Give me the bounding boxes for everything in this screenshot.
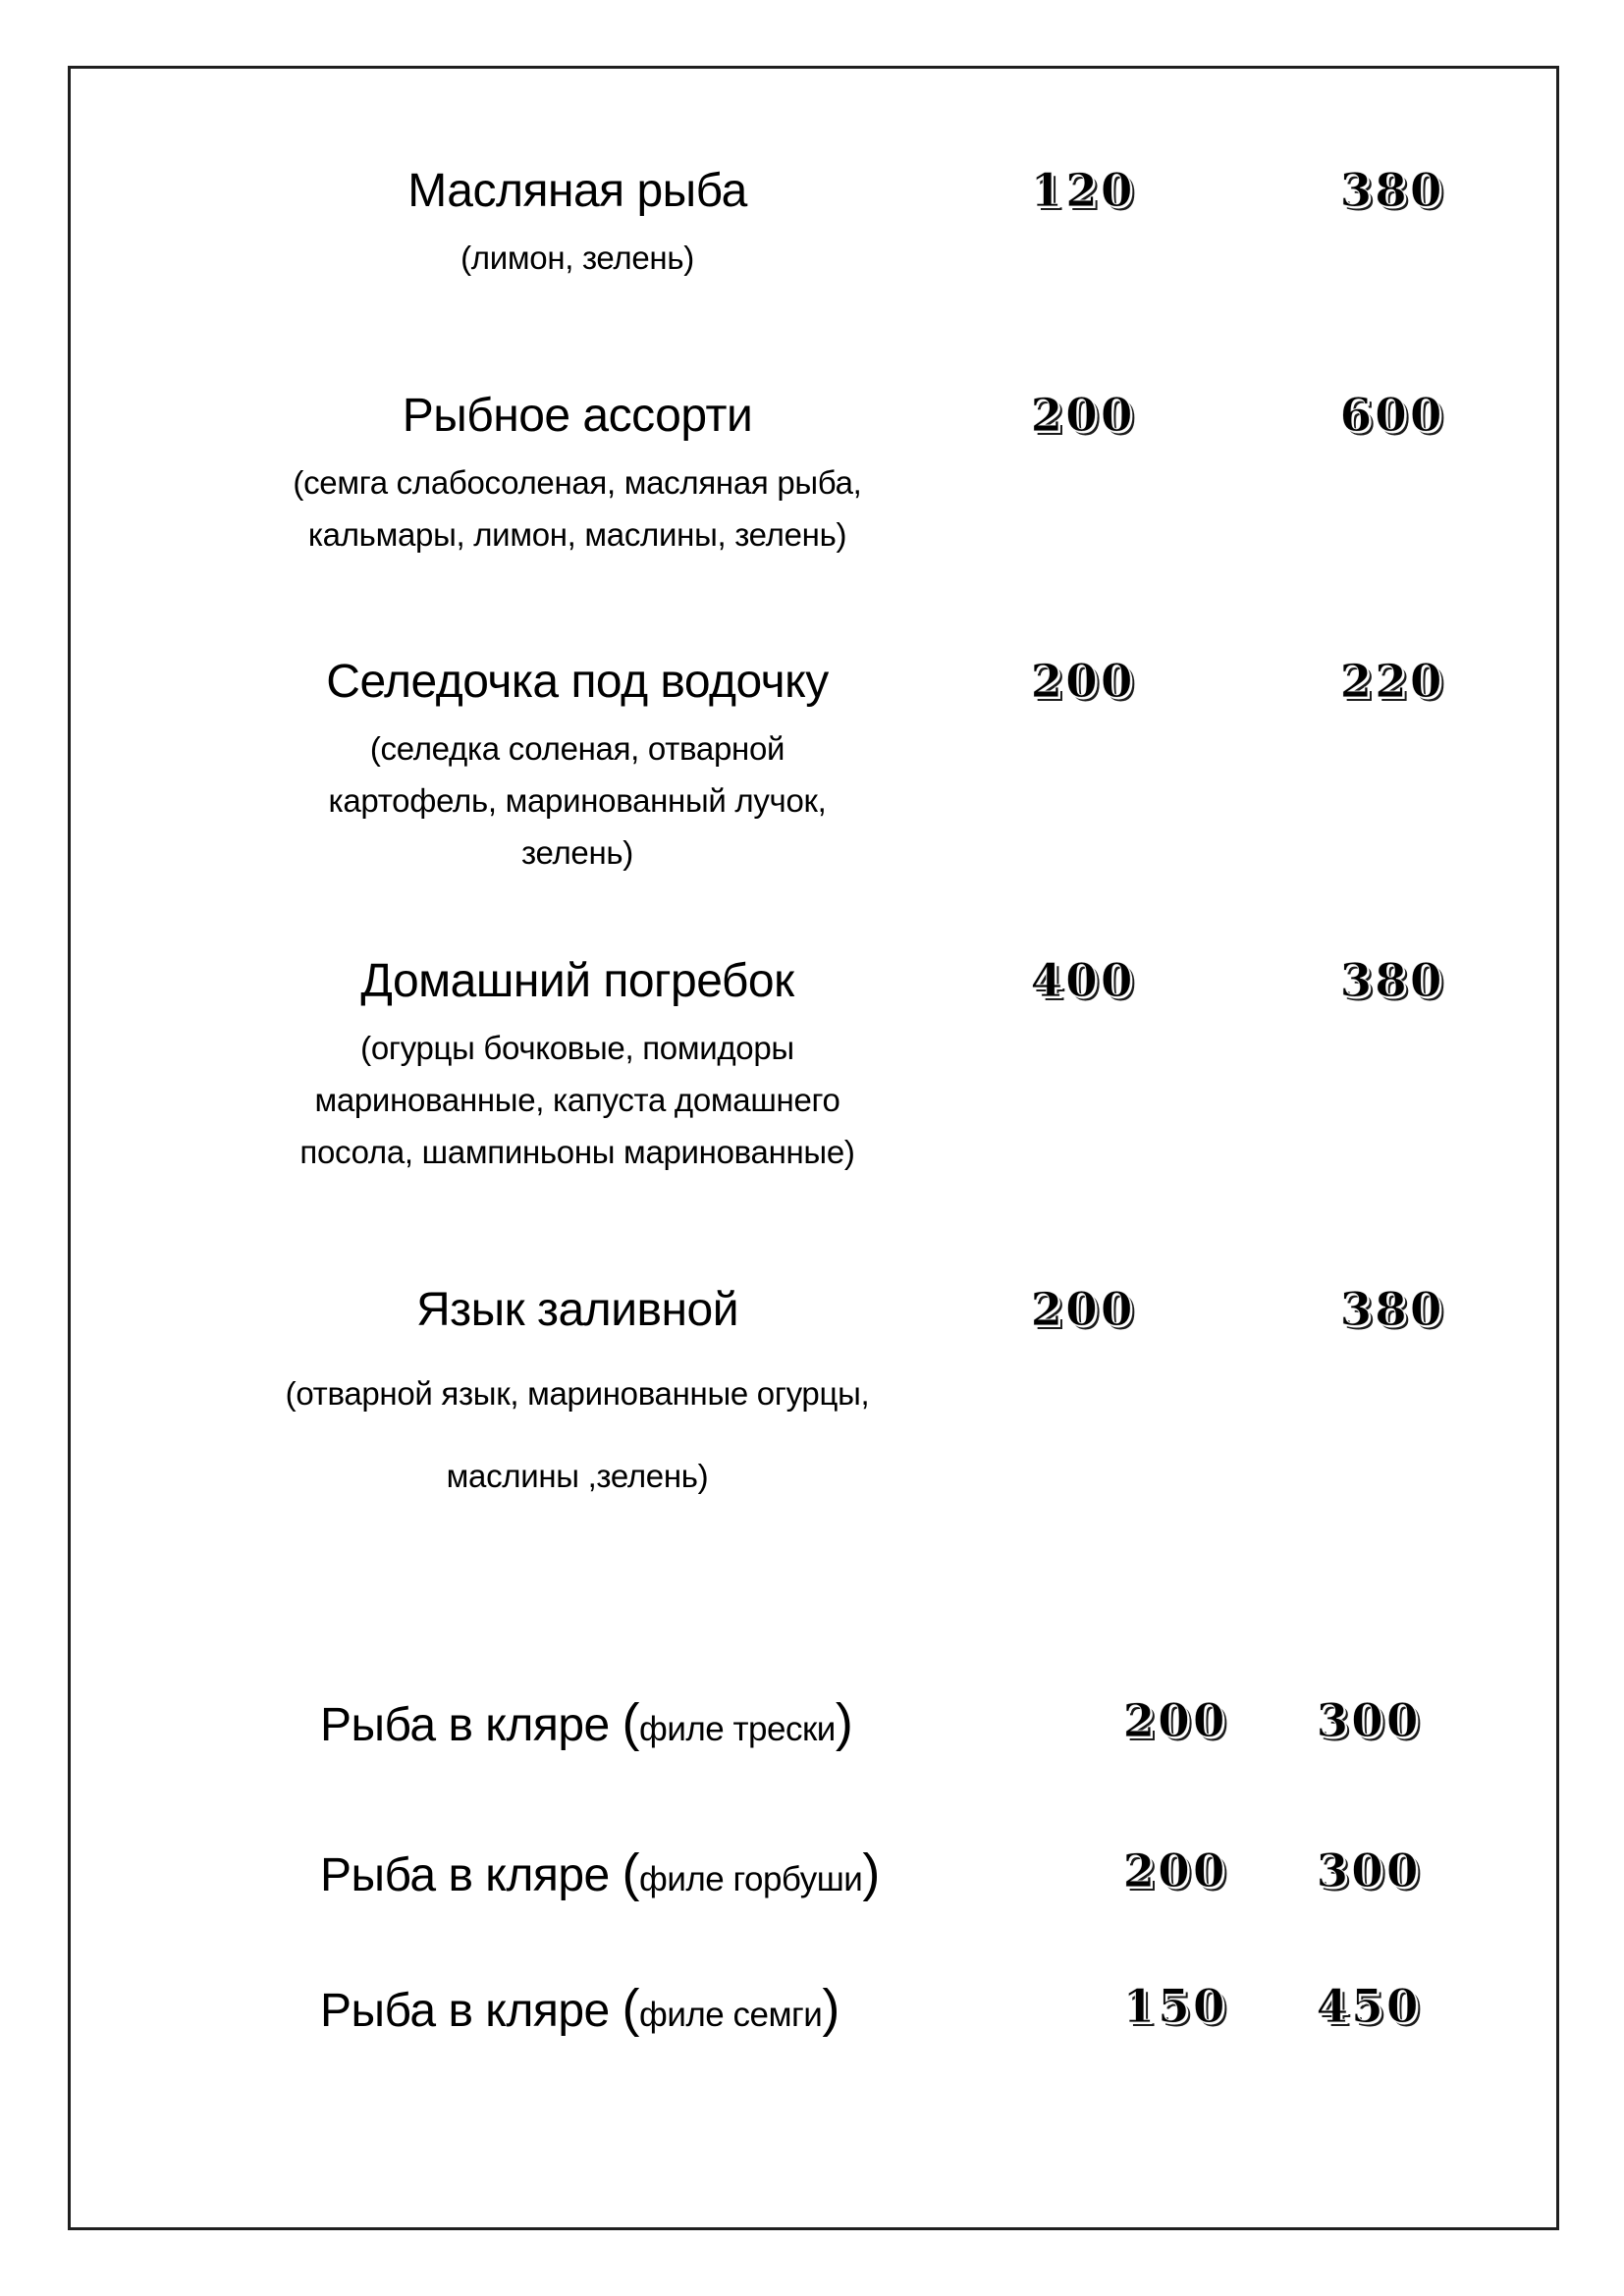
menu-item-yazyk-zalivnoj xyxy=(71,1280,1556,1494)
menu-item-ryba-v-klyare-treska xyxy=(71,1691,1556,1754)
dish-name xyxy=(320,1691,852,1761)
dish-weight: 200 xyxy=(1122,1694,1228,1748)
dish-price: 380 xyxy=(1339,954,1445,1008)
dish-weight: 150 xyxy=(1122,1980,1228,2034)
description-line: (огурцы бочковые, помидоры xyxy=(360,1030,794,1066)
dish-name xyxy=(320,1977,839,2047)
description-line: (селедка соленая, отварной xyxy=(369,730,785,767)
dish-price: 600 xyxy=(1339,389,1445,443)
dish-name xyxy=(320,1842,880,1911)
dish-weight: 200 xyxy=(1030,389,1136,443)
menu-item-seledochka xyxy=(71,652,1556,871)
dish-name-main: Рыба в кляре xyxy=(320,1699,610,1751)
dish-weight: 200 xyxy=(1122,1844,1228,1898)
menu-item-rybnoe-assorti xyxy=(71,386,1556,553)
dish-name: Рыбное ассорти xyxy=(402,390,753,442)
dish-name: Язык заливной xyxy=(415,1284,739,1336)
dish-description xyxy=(71,1012,1084,1178)
dish-name: Домашний погребок xyxy=(360,955,794,1007)
close-paren: ) xyxy=(835,1693,853,1752)
dish-description xyxy=(71,713,1084,879)
description-line: кальмары, лимон, маслины, зелень) xyxy=(307,516,847,553)
dish-name-main: Рыба в кляре xyxy=(320,1985,610,2037)
description-line: (семга слабосоленая, масляная рыба, xyxy=(293,464,862,501)
dish-price: 300 xyxy=(1316,1844,1422,1898)
close-paren: ) xyxy=(862,1843,880,1902)
dish-weight: 120 xyxy=(1030,164,1136,218)
dish-description xyxy=(71,447,1084,561)
description-line: посола, шампиньоны маринованные) xyxy=(299,1134,855,1170)
dish-note: филе семги xyxy=(639,1996,823,2034)
menu-item-domashnij-pogrebok xyxy=(71,951,1556,1170)
dish-note: филе горбуши xyxy=(639,1860,863,1898)
description-line: (лимон, зелень) xyxy=(460,240,694,276)
close-paren: ) xyxy=(822,1979,839,2038)
description-line: картофель, маринованный лучок, xyxy=(328,782,827,819)
dish-name: Селедочка под водочку xyxy=(326,656,829,708)
open-paren: ( xyxy=(622,1843,640,1902)
open-paren: ( xyxy=(622,1979,640,2038)
menu-item-maslyanaya-ryba xyxy=(71,161,1556,276)
description-line: зелень) xyxy=(521,834,633,871)
dish-weight: 200 xyxy=(1030,1283,1136,1337)
dish-price: 450 xyxy=(1316,1980,1422,2034)
dish-name: Масляная рыба xyxy=(407,165,747,217)
dish-weight: 200 xyxy=(1030,655,1136,709)
open-paren: ( xyxy=(622,1693,640,1752)
dish-weight: 400 xyxy=(1030,954,1136,1008)
dish-name-main: Рыба в кляре xyxy=(320,1849,610,1901)
dish-price: 220 xyxy=(1339,655,1445,709)
page-border xyxy=(68,66,1559,2230)
description-line: маслины ,зелень) xyxy=(446,1458,709,1494)
dish-price: 380 xyxy=(1339,164,1445,218)
description-line: (отварной язык, маринованные огурцы, xyxy=(285,1375,870,1412)
description-line: маринованные, капуста домашнего xyxy=(314,1082,840,1118)
menu-item-ryba-v-klyare-gorbusha xyxy=(71,1842,1556,1904)
menu-item-ryba-v-klyare-semga xyxy=(71,1977,1556,2040)
dish-description xyxy=(71,1341,1084,1518)
dish-price: 380 xyxy=(1339,1283,1445,1337)
dish-price: 300 xyxy=(1316,1694,1422,1748)
dish-note: филе трески xyxy=(639,1710,836,1748)
dish-description xyxy=(71,222,1084,284)
